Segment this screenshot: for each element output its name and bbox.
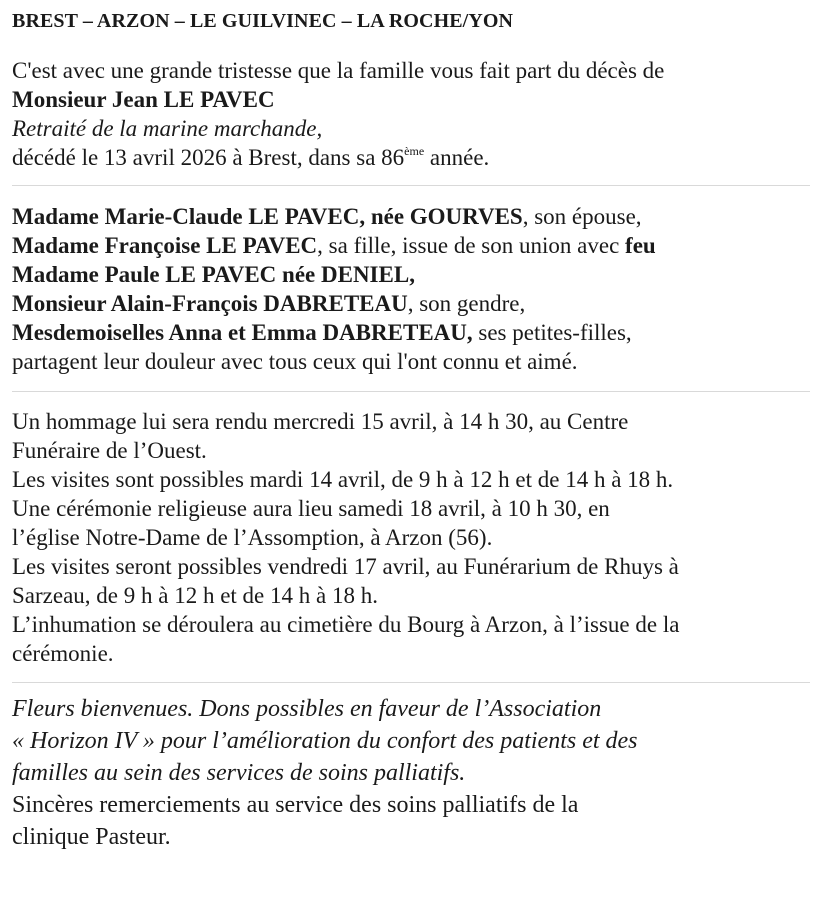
family-relation-emphasis: feu bbox=[625, 233, 656, 258]
family-member-name: Madame Paule LE PAVEC née DENIEL, bbox=[12, 262, 415, 287]
arrangement-line: Les visites seront possibles vendredi 17 avril, au Funérarium de Rhuys à bbox=[12, 554, 679, 579]
closing-block bbox=[12, 693, 824, 853]
death-details-suffix: année. bbox=[424, 145, 490, 170]
death-details bbox=[12, 143, 824, 172]
deceased-name bbox=[12, 85, 824, 114]
divider bbox=[12, 682, 810, 683]
ordinal-superscript: ème bbox=[404, 144, 425, 158]
divider bbox=[12, 391, 810, 392]
arrangement-line: Une cérémonie religieuse aura lieu samedi 18 avril, à 10 h 30, en bbox=[12, 496, 610, 521]
arrangement-line: Un hommage lui sera rendu mercredi 15 avril, à 14 h 30, au Centre bbox=[12, 409, 629, 434]
arrangements-block bbox=[12, 407, 824, 668]
family-relation: , sa fille, issue de son union avec bbox=[317, 233, 626, 258]
flowers-note-text: familles au sein des services de soins palliatifs. bbox=[12, 760, 466, 786]
family-relation: , son gendre, bbox=[407, 291, 526, 316]
announcement-block bbox=[12, 56, 824, 172]
arrangement-line: l’église Notre-Dame de l’Assomption, à Arzon (56). bbox=[12, 525, 493, 550]
thanks-line: clinique Pasteur. bbox=[12, 824, 171, 850]
flowers-note-line bbox=[12, 725, 824, 757]
divider bbox=[12, 185, 810, 186]
family-line bbox=[12, 318, 824, 347]
flowers-note-line bbox=[12, 757, 824, 789]
occupation-text: Retraité de la marine marchande, bbox=[12, 116, 323, 141]
announcement-intro: C'est avec une grande tristesse que la famille vous fait part du décès de bbox=[12, 58, 665, 83]
arrangement-line: cérémonie. bbox=[12, 641, 114, 666]
flowers-note-text: Fleurs bienvenues. Dons possibles en faveur de l’Association bbox=[12, 696, 602, 722]
death-details-text: décédé le 13 avril 2026 à Brest, dans sa 86 bbox=[12, 145, 405, 170]
occupation bbox=[12, 114, 824, 143]
family-member-name: Mesdemoiselles Anna et Emma DABRETEAU, bbox=[12, 320, 473, 345]
family-closing: partagent leur douleur avec tous ceux qui l'ont connu et aimé. bbox=[12, 349, 578, 374]
family-member-name: Monsieur Alain-François DABRETEAU bbox=[12, 291, 408, 316]
flowers-note-text: « Horizon IV » pour l’amélioration du confort des patients et des bbox=[12, 728, 638, 754]
location-header: BREST – ARZON – LE GUILVINEC – LA ROCHE/YON bbox=[12, 10, 514, 32]
arrangement-line: Les visites sont possibles mardi 14 avril, de 9 h à 12 h et de 14 h à 18 h. bbox=[12, 467, 674, 492]
flowers-note-line bbox=[12, 693, 824, 725]
family-line bbox=[12, 202, 824, 231]
family-block bbox=[12, 202, 824, 376]
family-line bbox=[12, 289, 824, 318]
family-line bbox=[12, 260, 824, 289]
family-member-name: Madame Françoise LE PAVEC bbox=[12, 233, 318, 258]
deceased-name-text: Monsieur Jean LE PAVEC bbox=[12, 87, 275, 112]
family-member-name: Madame Marie-Claude LE PAVEC, née GOURVES bbox=[12, 204, 523, 229]
family-line bbox=[12, 231, 824, 260]
obituary-notice bbox=[12, 0, 824, 853]
family-relation: ses petites-filles, bbox=[472, 320, 632, 345]
family-relation: , son épouse, bbox=[522, 204, 642, 229]
arrangement-line: L’inhumation se déroulera au cimetière du Bourg à Arzon, à l’issue de la bbox=[12, 612, 680, 637]
thanks-line: Sincères remerciements au service des soins palliatifs de la bbox=[12, 792, 579, 818]
arrangement-line: Funéraire de l’Ouest. bbox=[12, 438, 207, 463]
arrangement-line: Sarzeau, de 9 h à 12 h et de 14 h à 18 h. bbox=[12, 583, 378, 608]
